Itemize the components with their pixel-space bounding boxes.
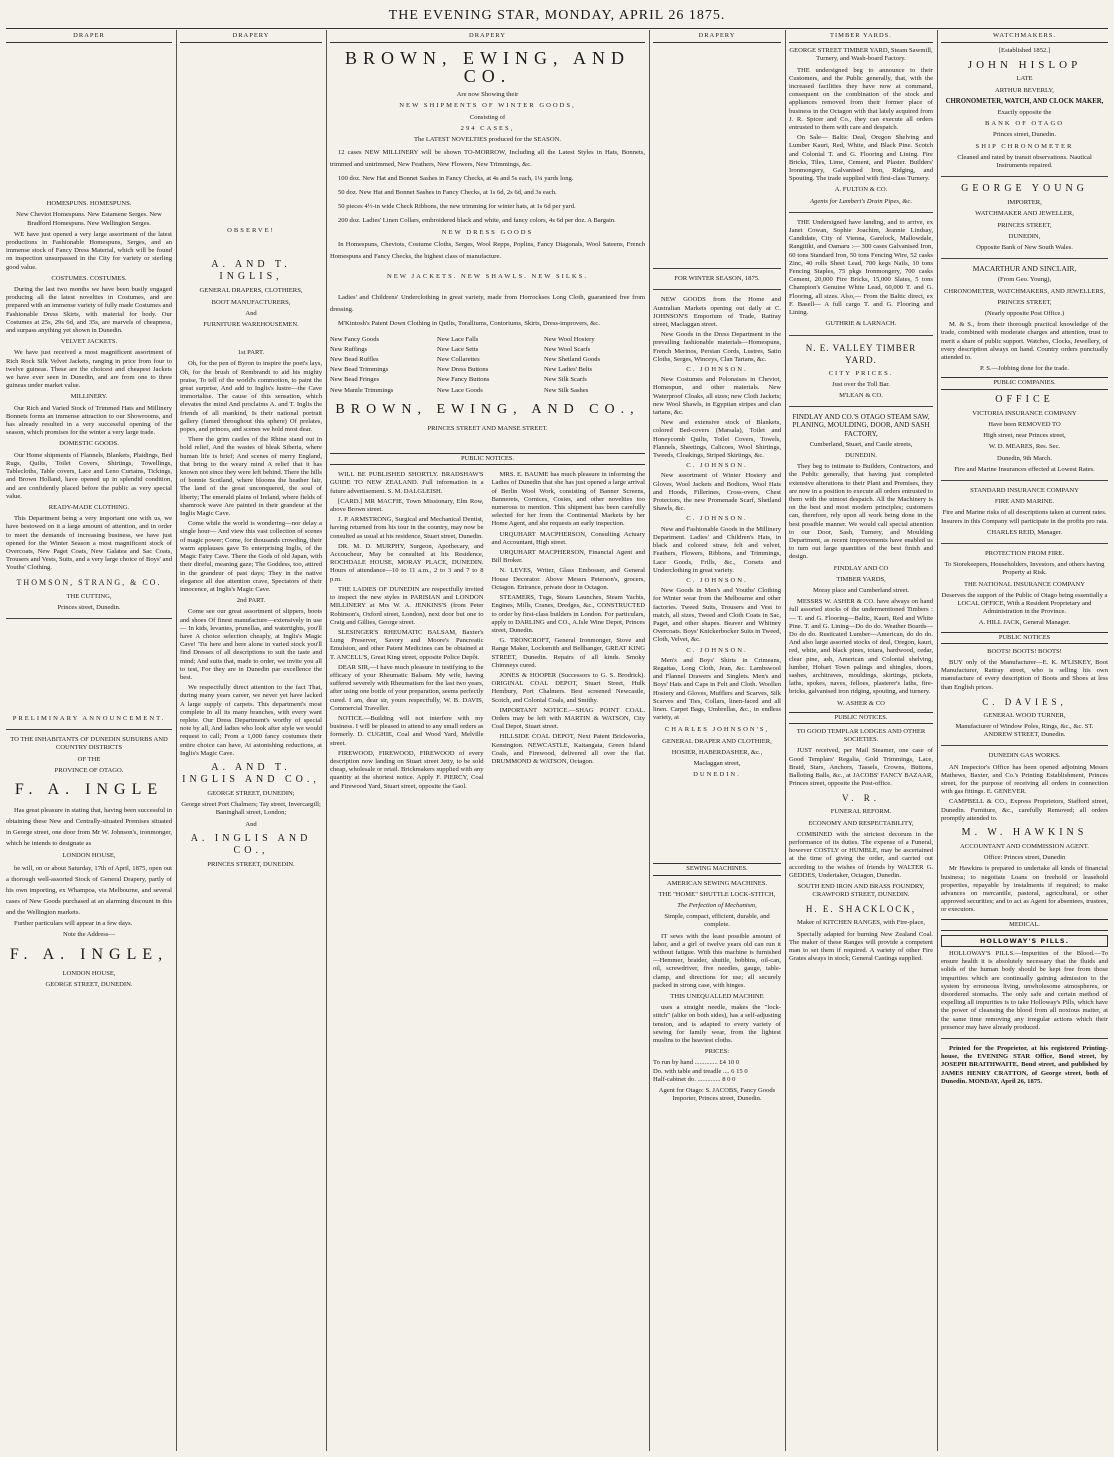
item: 200 doz. Ladies' Linen Collars, embroidered black and white, and fancy colors, 4s 6d per doz. A Bargain. — [338, 217, 616, 225]
price-line: To run by hand .............. £4 10 0 — [653, 1059, 740, 1067]
grid-item: New Wool Scarfs — [544, 345, 591, 353]
johnson-para: Men's and Boys' Shirts in Crimeans, Regattas, Long Cloth, Jean, &c. Lambswool and Flannel Drawers and Singlets. Men's and Boys' Hats and Caps in Felt and Cloth. Woollen Hosiery and Gloves, Mufflers and Scarves, Silk Scarves and Ties, Collars, linen-faced and all linen. Carpet Bags, Umbrellas, &c., in endless variety, at — [653, 656, 781, 722]
nev-title: N. E. VALLEY TIMBER YARD. — [805, 342, 917, 365]
hawkins-sub: ACCOUNTANT AND COMMISSION AGENT. — [960, 843, 1089, 850]
notice: SLESINGER'S RHEUMATIC BALSAM, Baxter's Lung Preserver, Savory and Moore's Pancreatic Emulsion, and other Patent Medicines can be obtained at T. ANCELL'S, Great King street, opposite Police Depôt. — [330, 628, 484, 661]
grid-item: New Lace Goods — [437, 386, 483, 394]
vr: V. R. — [841, 793, 881, 804]
of-the: OF THE — [77, 755, 101, 763]
fulton-sub: Agents for Lambert's Drain Pipes, &c. — [810, 197, 912, 205]
grid-item: New Fancy Buttons — [437, 376, 490, 384]
hawkins-office: Office: Princes street, Dunedin — [983, 854, 1066, 862]
sewing-heading: SEWING MACHINES. — [653, 863, 781, 875]
divider — [789, 335, 933, 336]
meares: W. D. MEARES, Res. Sec. — [988, 443, 1061, 451]
column-4 — [653, 32, 781, 1451]
mkintosh: M'Kintosh's Patent Down Clothing in Quilts, Toralliums, Contoriums, Skirts, Dress-improvers, &c. — [338, 319, 600, 327]
inhabitants-heading: TO THE INHABITANTS OF DUNEDIN SUBURBS AND COUNTRY DISTRICTS — [10, 736, 168, 752]
johnson-signature: C. JOHNSON. — [686, 576, 748, 584]
hawkins-body: Mr Hawkins is prepared to undertake all kinds of financial business; to negotiate Loans on freehold or leasehold properties, repayable by instalments if required; to make advances on mercantile, pastoral, agricultural, or other approved securities; and to act as Agent for absentees, trustees, or executors. — [941, 865, 1108, 914]
bec2-address: PRINCES STREET AND MANSE STREET. — [427, 424, 548, 432]
notice: STEAMERS, Tugs, Steam Launches, Steam Yachts, Engines, Mills, Cranes, Dredges, &c., CONSTRUCTED to order by first-class builders in London. For particulars, apply to DARLING and CO., A.Isle Wine Depot, Princes street, Dunedin. — [491, 594, 645, 634]
latest: The LATEST NOVELTIES produced for the SEASON. — [413, 136, 562, 144]
divider — [941, 176, 1108, 177]
gl-body: THE Undersigned have landing, and to arrive, ex Janet Cowan, Sophie Joachim, Jeannie Lindsay, Candidate, City of Vienna, Garelock, Mallowdale, Rangitiki, and Oamaru :— 300 cases Galvanised Iron, 60 tons Standard Iron, 50 tons Fencing Wire, 52 casks Zinc, 40 rolls Sheet Lead, 700 kegs Nails, 10 tons Fencing Staples, 75 pkgs Ironmongery, 700 casks Cement, 20,000 Fire Bricks, 15,000 Slates, 5 tons Champion's Genuine White Lead, 60,000 T. and G. Flooring, all sizes. Also,— From the Baltic direct, ex F. Basell— A full cargo T. and G. Flooring and Lining. — [789, 218, 933, 317]
inglis-body: Has great pleasure in stating that, having been successful in obtaining these New and Centrally-situated Premises situated in George street, one door from Mr W. Johnson's, ironmonger, which he intends to designate as — [6, 806, 172, 847]
poem-stanza-2: There the grim castles of the Rhine stand out in bold relief, And the wastes of bleak Siberia, where human life is brief; And scenes of merry England, that bring to the weary mind A relief that it has known not since they were left behind. There the hills of bonnie Scotland, where blooms the heather fair, The land of the great unconquered, the soul of liberty; The emerald plains of Ireland, where fields of shamrock wave Are painted in their grandeur at the Inglis Magic Cave. — [180, 436, 322, 518]
bank: BANK OF OTAGO — [985, 120, 1064, 128]
jackets-line: NEW JACKETS. NEW SHAWLS. NEW SILKS. — [387, 273, 588, 281]
notice: URQUHART MACPHERSON, Consulting Actuary and Accountant, High street. — [491, 530, 645, 546]
ati2-address-2: George street Port Chalmers; Tay street, Invercargill; Baninghall street, London; — [181, 801, 321, 817]
divider — [653, 289, 781, 290]
further-particulars: Further particulars will appear in a few days. — [14, 920, 133, 928]
johnson-para: New and Fashionable Goods in the Millinery Department. Ladies' and Children's Hats, in black and colored straw, felt and velvet, Feathers, Flowers, Ribbons, and Trimmings, Lace Goods, Frills, &c., Corsets and Underclothing in great variety. — [653, 525, 781, 574]
velvet-body: We have just received a most magnificent assortment of Rich Rock Silk Velvet Jackets, ranging in price from four to twelve guineas. These are the choicest and cheapest Jackets we have ever seen in Dunedin, and are from one to three guineas under market value. — [6, 349, 172, 390]
inglis-title: F. A. INGLE — [14, 780, 164, 798]
cj-sub: GENERAL DRAPER AND CLOTHIER, — [662, 737, 772, 745]
sewing-body: IT sews with the least possible amount of labor, and a girl of twelve years old can run it without fatigue. With this machine is furnished—Hemmer, braider, shuttle, bobbins, oil-can, oil, screwdriver, five needles, gauge, table-clamp, and directions for use; all securely packed in strong case, with hinges. — [653, 932, 781, 989]
agent: Agent for Otago: S. JACOBS, Fancy Goods Importer, Princes street, Dunedin. — [658, 1087, 776, 1103]
mac-trade: CHRONOMETER, WATCHMAKERS, AND JEWELLERS, — [943, 287, 1106, 295]
poem-stanza-4: Come see our great assortment of slippers, boots and shoes Of finest manufacture—extensively in use— In kids, levantes, prunellas, and watertights, you'll have A choice selection cheaply, at Inglis's Magic Cave! 'Tis here and here alone in varied stock you'll find Dresses of all descriptions to suit the taste and mind; And suits that, made to order, we invite you all to test, For they are in Dunedin par excellence the best. — [180, 608, 322, 681]
part-2: 2nd PART. — [236, 597, 266, 605]
cj-sub-2: HOSIER, HABERDASHER, &c., — [671, 748, 763, 756]
cj-title: CHARLES JOHNSON'S, — [664, 726, 770, 734]
ati-boot: BOOT MANUFACTURERS, — [211, 298, 291, 306]
bec-title: BROWN, EWING, AND CO. — [345, 48, 630, 87]
dun-march: Dunedin, 9th March. — [997, 454, 1052, 462]
cases: 294 CASES, — [460, 124, 515, 132]
now-showing: Are now Showing their — [456, 91, 519, 99]
grid-item: New Lace Setts — [437, 345, 479, 353]
findlay-address: Cumberland, Stuart, and Castle streets, — [809, 440, 913, 448]
shacklock: H. E. SHACKLOCK, — [805, 904, 917, 915]
ati-title: A. AND T. INGLIS, — [211, 259, 291, 283]
davies-sub: GENERAL WOOD TURNER, — [983, 711, 1066, 719]
opp-nsw: Opposite Bank of New South Wales. — [976, 244, 1073, 252]
johnson-para: NEW GOODS from the Home and Australian Markets opening out daily at C. JOHNSON'S Emporium of Trade, Rattray street, Maclaggan street. — [653, 296, 781, 329]
notice: DEAR SIR,—I have much pleasure in testifying to the efficacy of your Rheumatic Balsam. My wife, having suffered severely with Rheumatism for the last two years, after using one bottle of your preparation, seems perfectly cured. I am, dear sir, yours respectfully, W. B. DAVIS, Commercial Traveller. — [330, 663, 484, 712]
notices-right — [492, 469, 646, 793]
templar-heading: TO GOOD TEMPLAR LODGES AND OTHER SOCIETIES. — [796, 728, 926, 744]
divider — [789, 406, 933, 407]
notices-left — [330, 469, 484, 793]
shacklock-body: Specially adapted for burning New Zealand Coal. The maker of these Ranges will provide a competent man to set them if required. A variety of other Fire Grates always in stock; General Castings supplied. — [789, 930, 933, 963]
poem-stanza-3: Come while the world is wondering—nor delay a single hour— And view this vast collection of scenes of magic power; Come, for thousands crowding, their warm applauses gave To enterprising Inglis, of the Magic Fairy Cave. There the Gods of old Japan, with their direful, meaning gaze; The Goddess, too, attired in the grandeur of past days; They in the native elegance all due attention crave, Spectators of their innocence, at Inglis's Magic Cave. — [180, 520, 322, 593]
medical-heading: MEDICAL. — [941, 919, 1108, 931]
reid: CHARLES REID, Manager. — [986, 528, 1063, 536]
johnson-para: New assortment of Winter Hosiery and Gloves, Wool Jackets and Bodices, Wool Hats and Hoods, Fillerines, Cross-overs, Chest Protectors, the new Promenade Scarf, Shetland Shawls, &c. — [653, 472, 781, 513]
dunedin: DUNEDIN, — [1008, 232, 1041, 240]
inglis-body-2: he will, on or about Saturday, 17th of April, 1875, open out a thorough well-assorted Stock of General Drapery, partly of his own importing, ex Whampoa, via Melbourne, and several cases of New Goods purchased at an alarming discount in this and the Wellington markets. — [6, 865, 172, 917]
notice: IMPORTANT NOTICE.—SHAG POINT COAL. Orders may be left with MARTIN & WATSON, City Coal Depot, Stuart street. — [491, 706, 645, 731]
public-notices — [330, 469, 645, 793]
removed: Have been REMOVED TO — [988, 420, 1061, 428]
boots: BOOTS! BOOTS! BOOTS! — [987, 647, 1062, 655]
notice: [CARD.] MR MACFIE, Town Missionary, Elm Row, above Brown street. — [330, 497, 484, 514]
notice: J. P. ARMSTRONG, Surgical and Mechanical Dentist, having returned from his tour in the country, may now be consulted as usual at his residence, Stuart street, Dunedin. — [330, 516, 484, 540]
clothing-heading: READY-MADE CLOTHING. — [48, 503, 130, 511]
clothing-body: This Department being a very important one with us, we have bestowed on it a large amount of attention, and in order to meet the demands of increasing business, we have just opened for the Winter Season a most magnificent stock of Overcoats, New Paget Coats, New Galatea and Sac Coats, Trousers and Vests, Suits, and a very large choice of Boys' and Youths' Clothing. — [6, 515, 172, 572]
hawkins: M. W. HAWKINS — [961, 827, 1088, 838]
firm-address: Princes street, Dunedin. — [57, 603, 121, 611]
prelim-heading: PRELIMINARY ANNOUNCEMENT. — [12, 714, 166, 722]
mac-near: (Nearly opposite Post Office.) — [984, 310, 1065, 318]
divider — [653, 268, 781, 269]
item: 50 doz. New Hat and Bonnet Sashes in Fancy Checks, at 1s 6d, 2s 6d, and 3s each. — [338, 189, 557, 197]
column-header: DRAPERY — [653, 32, 781, 43]
home-shuttle: THE "HOME" SHUTTLE LOCK-STITCH, — [658, 890, 776, 898]
prices-heading: PRICES: — [704, 1048, 730, 1056]
costumes-heading: COSTUMES. COSTUMES. — [51, 274, 127, 282]
princes-street: Princes street, Dunedin. — [993, 131, 1056, 139]
price-line: Half-cabinet do. .............. 8 0 0 — [653, 1075, 736, 1083]
column-5 — [789, 32, 933, 1451]
davies: C. DAVIES, — [982, 696, 1067, 707]
ship-chronometer: SHIP CHRONOMETER — [975, 142, 1074, 150]
grid-item: New Fancy Goods — [330, 335, 380, 343]
public-notices-heading: PUBLIC NOTICES — [941, 632, 1108, 644]
opposite: Exactly opposite the — [997, 109, 1052, 117]
printed-by: Printed for the Proprietor, at his registered Printing-house, the EVENING STAR Office, Bond street, by JOSEPH BRAITHWAITE, Bond street, and published by JAMES HENRY CRATTON, of George street, both of Dunedin. MONDAY, April 26, 1875. — [941, 1045, 1108, 1085]
grid-item: New Silk Sashes — [544, 386, 589, 394]
johnson-para: New Goods in the Dress Department in the prevailing fashionable materials—Homespuns, French Merinos, Persian Cords, Lustres, Satin Cloths, Serges, Winceys, Clan Tartans, &c. — [653, 331, 781, 363]
ati2-and: And — [245, 820, 257, 828]
princes-street-2: PRINCES STREET, — [997, 221, 1052, 229]
ati2-title: A. AND T. INGLIS AND CO., — [182, 761, 320, 785]
price-line: Do. with table and treadle .... 6 15 0 — [653, 1067, 748, 1075]
mac-body: M. & S., from their thorough practical knowledge of the trade, combined with moderate charges and attention, trust to merit a share of public support. Watches, Clocks, Jewellery, of every description always on hand. Country orders punctually attended to. — [941, 321, 1108, 362]
ai-address: PRINCES STREET, DUNEDIN. — [207, 860, 295, 868]
beverly: ARTHUR BEVERLY, — [995, 86, 1054, 94]
notice: NOTICE.—Building will not interfere with my business. I will be pleased to attend to any small orders as formerly. D. CUGHIE, Coal and Wood Yard, Melville street. — [330, 714, 484, 747]
mac-ps: P. S.—Jobbing done for the trade. — [979, 365, 1069, 373]
protection-body: To Storekeepers, Householders, Investors, and others having Property at Risk. — [944, 561, 1105, 577]
johnson-signature: C. JOHNSON. — [686, 366, 748, 374]
protection: PROTECTION FROM FIRE. — [985, 549, 1064, 557]
domestic-body: Our Home shipments of Flannels, Blankets, Plaidings, Bed Rugs, Quilts, Toilet Covers, Shirtings, Towellings, Tablecloths, Table covers, Lace and Leno Curtains, Tickings, and Brown Holland, have opened up in splendid condition, and are confidently placed before the public as very special value. — [6, 451, 172, 500]
sewing-body-2: uses a straight needle, makes the "lock-stitch" (alike on both sides), has a self-adjusting tension, and is adapted to every variety of sewing for family wear, from the lightest muslins to the heaviest cloths. — [653, 1004, 781, 1045]
fm-body: Fire and Marine risks of all descriptions taken at current rates. Insurers in this Company will participate in the profits pro rata. — [941, 509, 1108, 525]
chronometer-maker: CHRONOMETER, WATCH, AND CLOCK MAKER, — [945, 97, 1104, 105]
homespuns-body: WE have just opened a very large assortment of the latest productions in Fashionable Homespuns, Serges, and an immense stock of Fancy Dress Material, which will be found on inspection unsurpassed in the City for variety or sterling good value. — [6, 230, 172, 271]
boots-body: BUY only of the Manufacturer—E. K. M'LISKEY, Boot Manufacturer, Rattray street, who is selling his own manufacture of every description of Boots and Shoes at less than English prices. — [941, 658, 1108, 691]
item: 100 doz. New Hat and Bonnet Sashes in Fancy Checks, at 4s and 5s each, 1¼ yards long. — [338, 175, 574, 183]
high-street: High street, near Princes street, — [983, 432, 1066, 440]
findlay-title: FINDLAY AND CO.'S OTAGO STEAM SAW, PLANING, MOULDING, DOOR, AND SASH FACTORY, — [792, 413, 930, 438]
fm: FIRE AND MARINE. — [994, 498, 1055, 506]
simple: Simple, compact, efficient, durable, and complete. — [664, 913, 770, 929]
dress-heading: NEW DRESS GOODS — [441, 229, 534, 237]
asher-signature: W. ASHER & CO — [837, 699, 885, 707]
public-notices-heading: PUBLIC NOTICES. — [789, 712, 933, 724]
fire-marine: Fire and Marine Insurances effected at Lowest Rates. — [954, 465, 1095, 473]
notice: URQUHART MACPHERSON, Financial Agent and Bill Broker. — [491, 549, 645, 565]
office: OFFICE — [995, 393, 1054, 405]
grid-item: New Bead Fringes — [330, 376, 380, 384]
johnson-para: New Costumes and Polonaises in Cheviot, Homespun, and other materials. New Waterproof Cloaks, all sizes; new Cloth Jackets; new Wool Shawls, in Egyptian stripes and clan tartans, &c. — [653, 376, 781, 417]
funeral: FUNERAL REFORM. — [830, 808, 892, 816]
domestic-heading: DOMESTIC GOODS. — [59, 440, 119, 448]
established: [Established 1852.] — [998, 47, 1051, 55]
johnson-signature: C. JOHNSON. — [686, 515, 748, 523]
toll: Just over the Toll Bar. — [832, 380, 890, 388]
ship-sub: Cleaned and rated by transit observations. Nautical Instruments repaired. — [957, 153, 1092, 170]
notice: N. LEVES, Writer, Glass Embosser, and General House Decorator. Above Messrs Peterson's, grocers, Octagon. Entrance, private door in Octagon. — [491, 567, 645, 591]
gas-body: AN Inspector's Office has been opened adjoining Messrs Mathews, Baxter, and Co.'s Printing Establishment, Princes street, for the purpose of receiving all orders in connection with gas fittings. E. GENEVER. — [941, 763, 1108, 796]
public-notices-heading: PUBLIC NOTICES. — [330, 453, 645, 465]
grid-item: New Lace Falls — [437, 335, 479, 343]
column-header: DRAPER — [6, 32, 172, 43]
findlay-city: DUNEDIN. — [845, 451, 877, 459]
london-house: LONDON HOUSE, — [62, 851, 116, 859]
ati2-address: GEORGE STREET, DUNEDIN; — [207, 789, 295, 797]
perfection: The Perfection of Mechanism, — [677, 901, 757, 909]
george-street: GEORGE STREET, DUNEDIN. — [45, 980, 133, 988]
cj-city: DUNEDIN. — [693, 771, 741, 779]
findlay-signature: FINDLAY AND CO — [833, 564, 889, 572]
importer: IMPORTER, — [1007, 199, 1042, 207]
divider — [941, 258, 1108, 259]
shipments: NEW SHIPMENTS OF WINTER GOODS, — [399, 102, 576, 110]
underclothing: Ladies' and Childrens' Underclothing in great variety, made from Horrockses Long Cloth, guaranteed free from dressing. — [330, 293, 645, 313]
notice: FIREWOOD, FIREWOOD, FIREWOOD of every description now landing on Stuart street Jetty, to be sold cheap, wholesale or retail. Brickmakers supplied with any quantity at the shortest notice. Apply F. PIERCY, Coal and Firewood Yard, Stuart street, opposite the Gaol. — [330, 749, 484, 790]
millinery-heading: MILLINERY. — [70, 393, 108, 401]
divider — [6, 729, 172, 730]
ati-and: And — [245, 309, 257, 317]
item: 50 pieces 4½-in wide Check Ribbons, the new trimming for winter hats, at 1s 6d per yard. — [338, 203, 576, 211]
moray: Moray place and Cumberland street. — [812, 586, 910, 594]
millinery-body: Our Rich and Varied Stock of Trimmed Hats and Millinery Bonnets forms an immense attraction to our Showrooms, and has already resulted in a very successful opening of the season, which promises for the winter a very large trade. — [6, 404, 172, 437]
divider — [941, 1038, 1108, 1039]
grid-item: New Bead Ruffles — [330, 356, 379, 364]
standard: STANDARD INSURANCE COMPANY — [970, 486, 1079, 494]
grid-item: New Shetland Goods — [544, 356, 601, 364]
inglis-title-2: F. A. INGLE, — [9, 945, 169, 963]
goods-grid — [330, 336, 645, 395]
column-1 — [6, 32, 172, 1451]
findlay-body: They beg to intimate to Builders, Contractors, and the Public generally, that having just completed extensive alterations to their Plant and Premises, they are now in a position to execute all orders entrusted to them with the utmost despatch. All the Machinery is on the best and most modern principles; customers can, therefore, rely upon all work being done in the best possible manner. We would call special attention to our Door, Sash, Turnery, and Moulding Department, as recent improvements have enabled us to turn out large quantities of the best finish and design. — [789, 463, 933, 561]
ai-title: A. INGLIS AND CO., — [190, 832, 312, 856]
observe-heading: OBSERVE! — [227, 227, 275, 235]
asher-body: MESSRS W. ASHER & CO. have always on hand full assorted stocks of the undermentioned Timbers :— T. and G. Flooring—Baltic, Kauri, Red and White Pine. T. and G. Lining—Do do do. Weather Boards—Do do do. Rusticated Lumber—American, do do do. And also large assorted stocks of deal, Oregon, kauri, red, white, and black pines, totara, hardwood, cedar, clear pine, ash, American and Colonial shelving, lumber, Hobart Town palings and shingles, doors, sashes, architraves, mouldings, skirtings, pickets, laths, spokes, naves, felloes, plasterer's laths, fire-bricks, galvanised iron ridging, spouting, and turnery. — [789, 598, 933, 696]
bec2-title: BROWN, EWING, AND CO., — [335, 401, 640, 417]
city-prices: CITY PRICES. — [828, 369, 894, 377]
divider — [789, 212, 933, 213]
poem-stanza-5: We respectfully direct attention to the fact That, during many years career, we never yet have lacked A large supply of carpets. This department's most complete In all its many branches, with every want replete. Our Dress Department's worthy of special note by all, And ladies who look after style we would request to call; From a 1,000 fancy costumes their entire choice can have, At astonishing reductions, at Inglis's Magic Cave. — [180, 684, 322, 757]
homespuns-heading: HOMESPUNS. HOMESPUNS. — [46, 200, 132, 208]
johnson-para: New Goods in Men's and Youths' Clothing for Winter wear from the Melbourne and other factories. Tweed Suits, Trousers and Vest to match, all sizes, Tweed and Cloth Coats in Sac, Paget, and other shapes. Beaver and Whitney Overcoats. Boys' Knickerbocker Suits in Tweed, Cloth, Velvet, &c. — [653, 587, 781, 644]
gs-body: THE undersigned beg to announce to their Customers, and the Public generally, that, with the increased facilities they have now at command, consequent on the combination of the stock and appliances removed from their former place of business in the Octagon with that lately acquired from J. R. Spicer and Co., they can execute all orders entrusted to them with care and despatch. — [789, 66, 933, 132]
part-1: 1st PART. — [237, 349, 265, 357]
homespuns-sub: New Cheviot Homespuns. New Estamene Serges. New Bradford Homespuns. New Wellington Serges. — [16, 211, 162, 227]
macarthur: MACARTHUR AND SINCLAIR, — [972, 264, 1077, 274]
column-header: DRAPERY — [180, 32, 322, 43]
column-3 — [330, 32, 645, 1451]
column-2 — [180, 32, 322, 1451]
johnson-signature: C. JOHNSON. — [686, 462, 748, 470]
ati-furniture: FURNITURE WAREHOUSEMEN. — [203, 321, 299, 329]
grid-item: New Ruffings — [330, 345, 368, 353]
notice: G. TRONCROFT, General Ironmonger, Stove and Range Maker, Locksmith and Bellhanger, GREAT KING STREET, Dunedin. Repairs of all kinds. Smoky Chimneys cured. — [491, 637, 645, 669]
winter-season: FOR WINTER SEASON, 1875. — [674, 275, 760, 283]
notice: WILL BE PUBLISHED SHORTLY. BRADSHAW'S GUIDE TO NEW ZEALAND. Full information in a future advertisement. S. M. DALGLEISH. — [330, 471, 484, 495]
column-6 — [941, 32, 1108, 1451]
hislop: JOHN HISLOP — [967, 59, 1082, 72]
mac-address: PRINCES STREET, — [997, 298, 1052, 306]
item: 12 cases NEW MILLINERY will be shown TO-MORROW, Including all the Latest Styles in Hats, Bonnets, trimmed and untrimmed, New Feathers, New Flowers, New Trimmings, &c. — [330, 149, 645, 169]
funeral-body: COMBINED with the strictest decorum in the performance of its duties. The expense of a Funeral, however COSTLY or HUMBLE, may be ascertained at the time of giving the order, and carried out according to the wishes of friends by WALTER G. GEDDES, Undertaker, Octagon, Dunedin. — [789, 830, 933, 879]
national: THE NATIONAL INSURANCE COMPANY — [964, 580, 1085, 588]
column-header: WATCHMAKERS. — [941, 32, 1108, 43]
grid-item: New Ladies' Belts — [544, 366, 593, 374]
economy: ECONOMY AND RESPECTABILITY, — [808, 819, 914, 827]
london-house-2: LONDON HOUSE, — [62, 969, 116, 977]
note-address: Note the Address— — [62, 931, 115, 939]
young: GEORGE YOUNG — [961, 183, 1088, 195]
grid-item: New Bead Trimmings — [330, 366, 389, 374]
fulton: A. FULTON & CO. — [834, 186, 888, 194]
firm-name: THOMSON, STRANG, & CO. — [16, 577, 162, 587]
province: PROVINCE OF OTAGO. — [54, 766, 124, 774]
unequalled: THIS UNEQUALLED MACHINE — [670, 993, 764, 1001]
sewing-title: AMERICAN SEWING MACHINES. — [666, 879, 768, 887]
grid-item: New Collarettes — [437, 356, 480, 364]
poem-stanza-1: Oh, for the pen of Byron to inspire the poet's lays, Oh, for the brush of Rembrandt to aid his mighty praise, To tell of the world's commotion, to paint the great surprise, And add to Inglis's lustre—the Cave immortalise. The cause of this sensation, which elevates the mind And proclaims A. and T. Inglis the friends of all mankind, Is their national portrait gallery (famed throughout this sphere) Of prelates, popes, and princes, and scenes we hold most dear. — [180, 360, 322, 434]
masthead: THE EVENING STAR, MONDAY, APRIL 26 1875. — [388, 8, 726, 23]
gs-heading: GEORGE STREET TIMBER YARD, Steam Sawmill, Turnery, and Wash-board Factory. — [789, 47, 933, 63]
watchmaker: WATCHMAKER AND JEWELLER, — [975, 210, 1074, 218]
divider — [941, 745, 1108, 746]
mac-sub: (From Geo. Young), — [997, 276, 1052, 284]
divider — [6, 618, 172, 619]
ati-sub: GENERAL DRAPERS, CLOTHIERS, — [199, 287, 303, 295]
costumes-body: During the last two months we have been busily engaged producing all the latest novelties in Costumes, and are prepared with an immense variety of fully made Costumes and Fashionable Dress Skirts, with material for body. Our Costumes at 25s, 29s 6d, and 35s, are marvels of cheapness, and surpass anything yet shown in Dunedin. — [6, 286, 172, 335]
dress-body: In Homespuns, Cheviots, Costume Cloths, Serges, Wool Repps, Poplins, Fancy Diagonals, Wool Sateens, French Homespuns and Fancy Checks, the highest class of manufacture. — [330, 241, 645, 261]
shacklock-sub: Maker of KITCHEN RANGES, with Fire-place, — [796, 919, 925, 927]
gl: GUTHRIE & LARNACH. — [825, 320, 897, 328]
grid-item: New Dress Buttons — [437, 366, 489, 374]
column-header: DRAPERY — [330, 32, 645, 43]
hill: A. HILL JACK, General Manager. — [978, 619, 1071, 627]
notice: DR. M. D. MURPHY, Surgeon, Apothecary, and Accoucheur, May be consulted at his Residence, ROCHDALE HOUSE, MORAY PLACE, DUNEDIN. Hours of attendance—10 to 11 a.m., 2 to 3 and 7 to 8 p.m. — [330, 542, 484, 583]
divider — [941, 480, 1108, 481]
johnson-signature: C. JOHNSON. — [686, 646, 748, 654]
gas: DUNEDIN GAS WORKS. — [988, 752, 1061, 760]
divider — [941, 543, 1108, 544]
top-rule — [6, 28, 1108, 29]
grid-item: New Wool Hosiery — [544, 335, 595, 343]
column-header: TIMBER YARDS. — [789, 32, 933, 43]
holloway-title: HOLLOWAY'S PILLS. — [941, 935, 1108, 947]
on-sale: On Sale— Baltic Deal, Oregon Shelving and Lumber Kauri, Red, White, and Black Pine. Scotch and Colonial T. and G. Flooring and Lining. Fire Bricks, Tiles, Lime, Cement, and Plaster. Builders' Ironmongery, Galvanised Iron, Ridging, and Spouting. The trade supplied with first-class Turnery. — [789, 134, 933, 183]
notice: MRS. E. BAUME has much pleasure in informing the Ladies of Dunedin that she has just opened a large arrival of Berlin Wool Work, consisting of Banner Screens, Bannerets, Cornices, Cosies, and other novelties too numerous to mention. This shipment has been carefully selected for her from the Continental Markets by her Home Agent, and she requests an early inspection. — [491, 471, 645, 528]
notice: THE LADIES OF DUNEDIN are respectfully invited to inspect the new styles in PARISIAN and LONDON MILLINERY at Mrs W. A. JENKINS'S (from Peter Robinson's, Oxford street, London), next door but one to Craig and Gillies, George street. — [330, 585, 484, 626]
timber-yards: TIMBER YARDS, — [836, 575, 886, 583]
late: LATE — [1016, 75, 1033, 83]
grid-item: New Silk Scarfs — [544, 376, 587, 384]
cj-address: Maclaggan street, — [693, 759, 741, 767]
notice: HILLSIDE COAL DEPOT, Next Patent Brickworks, Kensington. NEWCASTLE, Kaitangata, Green Island Coals, and Firewood, delivered all over the flat. DRUMMOND & WATSON, Octagon. — [491, 733, 645, 765]
mlean: M'LEAN & CO. — [839, 391, 883, 399]
templar-body: JUST received, per Mail Steamer, one case of Good Templars' Regalia, Gold Trimmings, Lace, Braid, Stars, Anchors, Tassels, Crowns, Buttons, Balloting Balls, &c., at JACOBS' FANCY BAZAAR, Princes street, opposite the Post-office. — [789, 747, 933, 788]
velvet-heading: VELVET JACKETS. — [60, 338, 118, 346]
holloway-body: HOLLOWAY'S PILLS.—Impurities of the Blood.—To ensure health it is absolutely necessary that the fluids and solids of the human body should be kept free from those impurities which are continually gaining admission to the system by erroneous living, unwholesome atmospheres, or disordered stomachs. The only safe and certain method of expelling all impurities is to take Holloway's Pills, which have the power of cleansing the blood from all noxious matter, at the same time removing any irregular actions which their presence may have already produced. — [941, 950, 1108, 1031]
davies-body: Manufacturer of Window Poles, Rings, &c., &c. ST. ANDREW STREET, Dunedin. — [955, 722, 1094, 739]
consisting: Consisting of — [469, 113, 506, 121]
public-companies-heading: PUBLIC COMPANIES. — [941, 377, 1108, 389]
notice: JONES & HOOPER (Successors to G. S. Brodrick). ORIGINAL COAL DEPOT, Stuart Street, Hulk Hembury, Port Chalmers. Best screened Newcastle, Scotch, and Colonial Coals, and Smithy. — [491, 671, 645, 704]
johnson-para: New and extensive stock of Blankets, colored Bed-covers (Marsala), Toilet and Honeycomb Quilts, Toilet Covers, Towels, Flannels, Sheetings, Calicoes, Wool Shirtings, Tweeds, Cloakings, Striped Skirtings, &c. — [653, 419, 781, 460]
national-body: Deserves the support of the Public of Otago being essentially a LOCAL OFFICE, With a Resident Proprietary and Administration in the Province. — [941, 591, 1108, 616]
campbell: CAMPBELL & CO., Express Proprietors, Stafford street, Dunedin. Furniture, &c., carefully Removed; all orders promptly attended to. — [941, 798, 1108, 822]
grid-item: New Mantle Trimmings — [330, 386, 394, 394]
victoria: VICTORIA INSURANCE COMPANY — [972, 409, 1077, 417]
south-end: SOUTH END IRON AND BRASS FOUNDRY, CRAWFORD STREET, DUNEDIN. — [797, 883, 925, 899]
firm-sub: THE CUTTING, — [66, 592, 112, 600]
